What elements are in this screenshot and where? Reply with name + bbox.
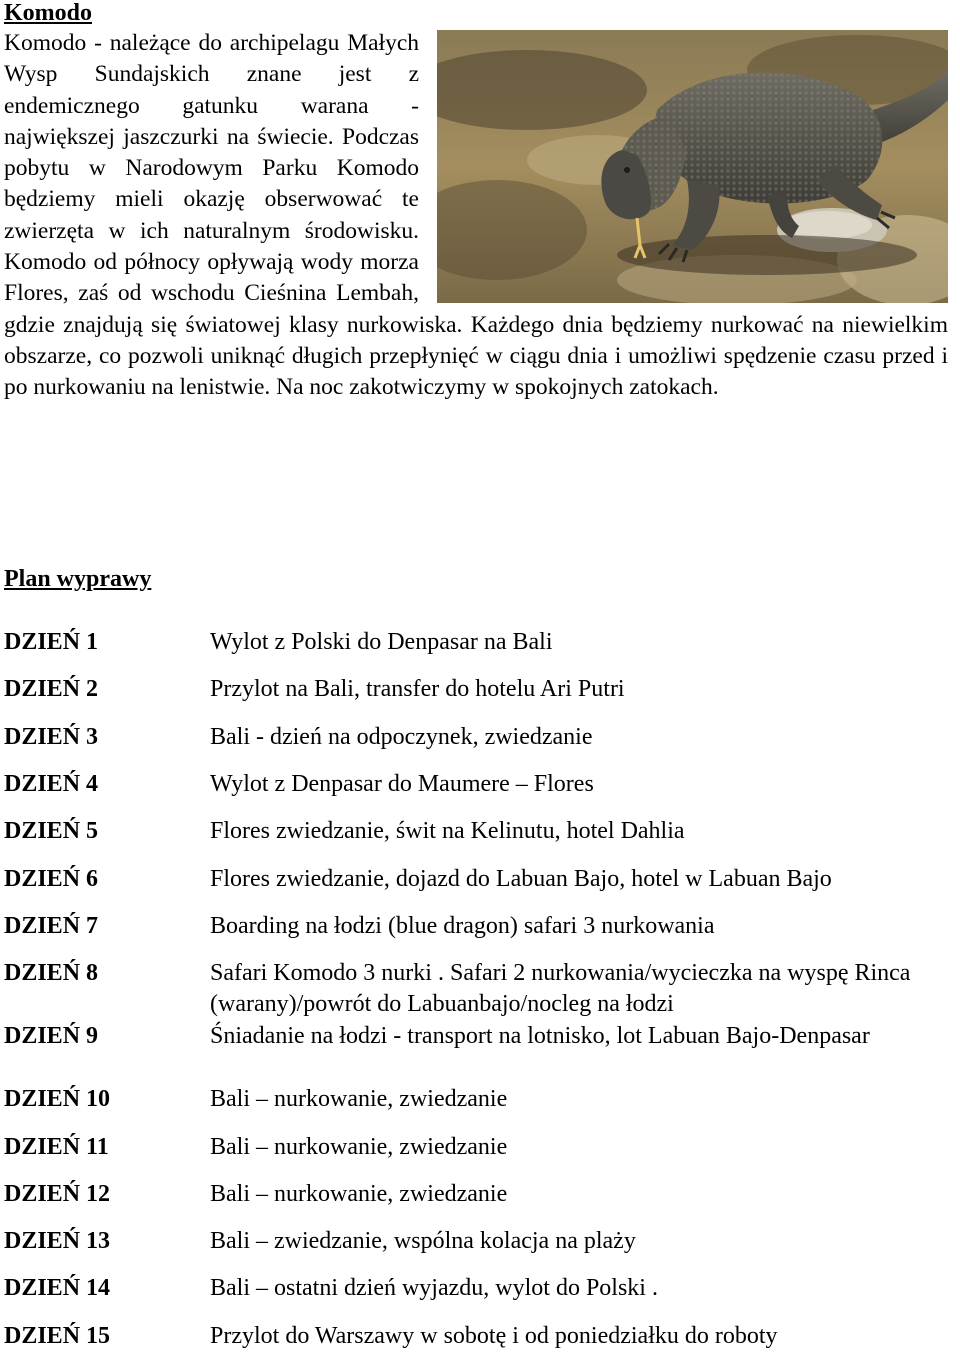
day-description: Przylot do Warszawy w sobotę i od poniedziałku do roboty (210, 1323, 778, 1349)
komodo-dragon-photo (437, 30, 948, 303)
day-label: DZIEŃ 11 (4, 1134, 109, 1160)
day-label: DZIEŃ 5 (4, 818, 99, 844)
day-description: Bali – nurkowanie, zwiedzanie (210, 1134, 508, 1160)
day-description: Safari Komodo 3 nurki . Safari 2 nurkowania/wycieczka na wyspę Rinca (warany)/powrót do Labuanbajo/nocleg na łodzi (210, 960, 911, 1017)
page-title: Komodo (4, 0, 93, 26)
day-label: DZIEŃ 7 (4, 913, 99, 939)
day-description: Bali – zwiedzanie, wspólna kolacja na plaży (210, 1228, 636, 1254)
day-label: DZIEŃ 3 (4, 724, 99, 750)
day-description: Wylot z Polski do Denpasar na Bali (210, 629, 553, 655)
day-label: DZIEŃ 13 (4, 1228, 111, 1254)
day-label: DZIEŃ 1 (4, 629, 99, 655)
day-label: DZIEŃ 6 (4, 866, 99, 892)
day-label: DZIEŃ 14 (4, 1275, 111, 1301)
day-description: Bali - dzień na odpoczynek, zwiedzanie (210, 724, 593, 750)
day-label: DZIEŃ 10 (4, 1086, 111, 1112)
day-label: DZIEŃ 2 (4, 676, 99, 702)
intro-section (4, 28, 948, 404)
plan-title: Plan wyprawy (4, 566, 152, 592)
day-description: Śniadanie na łodzi - transport na lotnisko, lot Labuan Bajo-Denpasar (210, 1023, 870, 1049)
day-description: Flores zwiedzanie, świt na Kelinutu, hotel Dahlia (210, 818, 685, 844)
day-description: Wylot z Denpasar do Maumere – Flores (210, 771, 594, 797)
day-label: DZIEŃ 9 (4, 1023, 99, 1049)
day-label: DZIEŃ 8 (4, 960, 99, 986)
day-description: Bali – nurkowanie, zwiedzanie (210, 1086, 508, 1112)
day-label: DZIEŃ 4 (4, 771, 99, 797)
day-description: Boarding na łodzi (blue dragon) safari 3 nurkowania (210, 913, 715, 939)
day-label: DZIEŃ 15 (4, 1323, 111, 1349)
day-description: Flores zwiedzanie, dojazd do Labuan Bajo, hotel w Labuan Bajo (210, 866, 832, 892)
day-label: DZIEŃ 12 (4, 1181, 111, 1207)
intro-paragraph: Komodo - należące do archipelagu Małych Wysp Sundajskich znane jest z endemicznego gatunku warana - największej jaszczurki na świecie. Podczas pobytu w Narodowym Parku Komodo będziemy mieli okazję obserwować te zwierzęta w ich naturalnym środowisku. Komodo od północy opływają wody morza Flores, zaś od wschodu Cieśnina Lembah, gdzie znajdują się światowej klasy nurkowiska. Każdego dnia będziemy nurkować na niewielkim obszarze, co pozwoli uniknąć długich przepłynięć w ciągu dnia i umożliwi spędzenie czasu przed i po nurkowaniu na lenistwie. Na noc zakotwiczymy w spokojnych zatokach. (4, 30, 948, 401)
day-description: Bali – nurkowanie, zwiedzanie (210, 1181, 508, 1207)
day-description: Bali – ostatni dzień wyjazdu, wylot do Polski . (210, 1275, 658, 1301)
day-description: Przylot na Bali, transfer do hotelu Ari Putri (210, 676, 625, 702)
